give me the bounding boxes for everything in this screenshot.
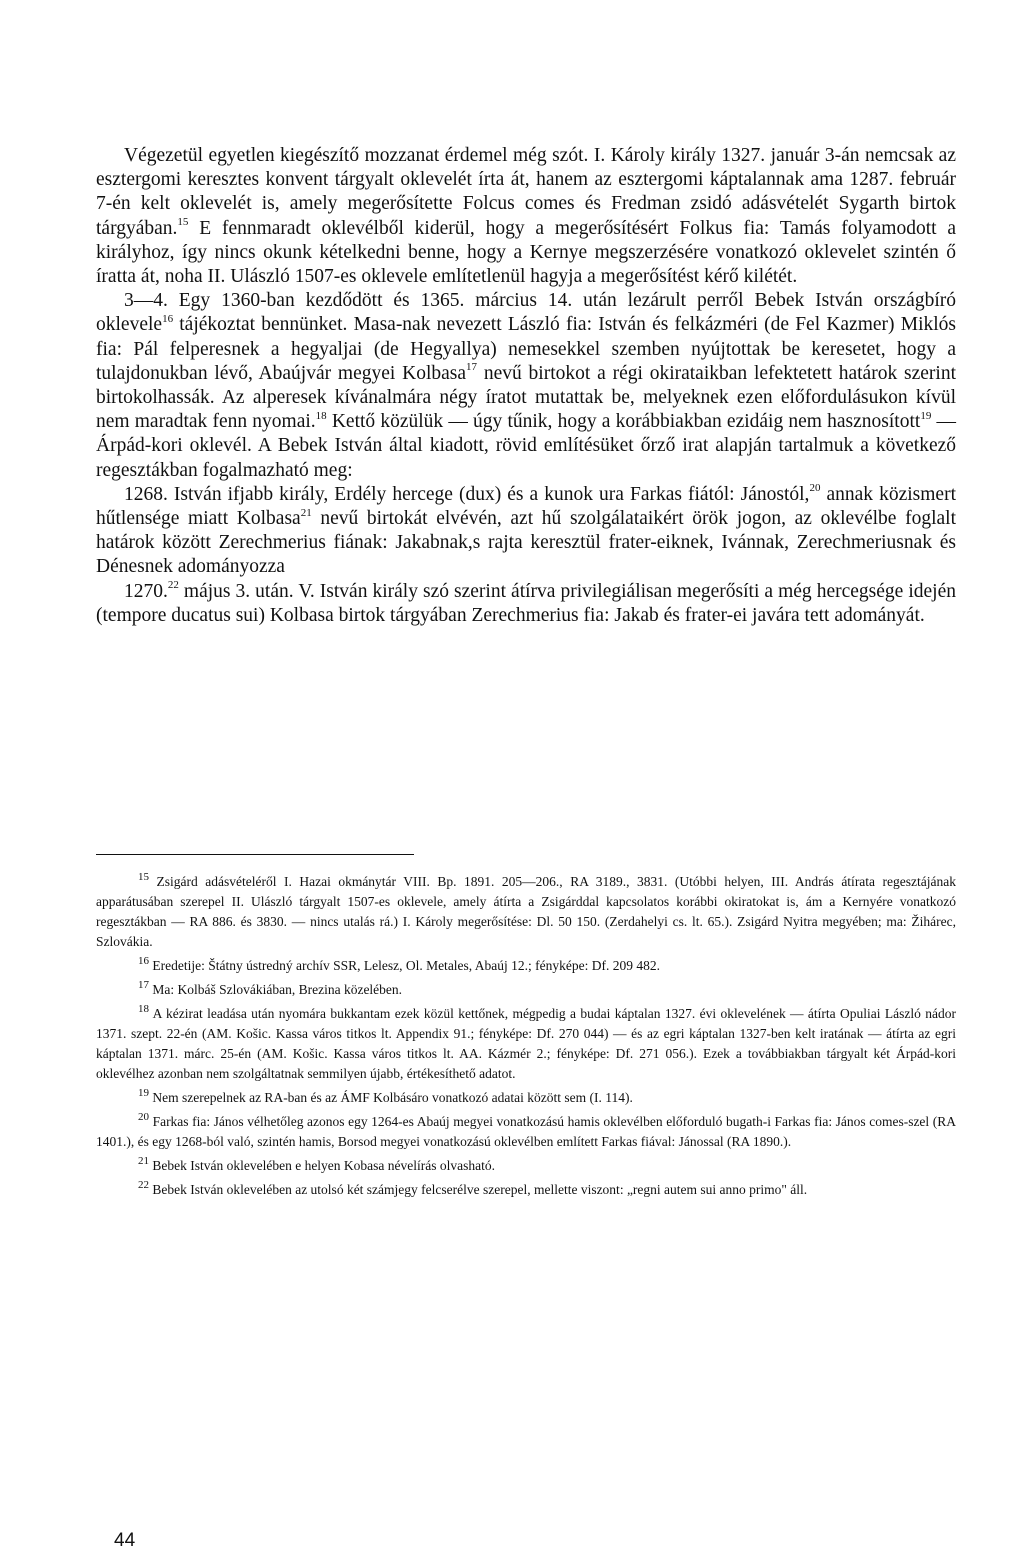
footnote-19: $^{19}$ Nem szerepelnek az RA-ban és az ÁMF Kolbásáro vonatkozó adatai között sem (I. 114). bbox=[138, 1086, 633, 1105]
page-content bbox=[96, 144, 956, 1551]
footnote-16: $^{16}$ Eredetije: Štátny ústredný archív SSR, Lelesz, Ol. Metales, Abaúj 12.; fényképe: Df. 209 482. bbox=[138, 954, 661, 973]
paragraph-1: Végezetül egyetlen kiegészítő mozzanat érdemel még szót. I. Károly király 1327. január 3-án nemcsak az esztergomi keresztes konvent tárgyalt oklevelét írta át, hanem az esztergomi káptalannak ama 1287. február 7-én kelt oklevelét is, amely megerősítette Folcus comes és Fredman zsidó adásvételét Sygarth birtok tárgyában.$^{15}$ E fennmaradt oklevélből kiderül, hogy a megerősítésért Folkus fia: Tamás folyamodott a királyhoz, így nincs okunk kételkedni benne, hogy a Kernye megszerzésére vonatkozó oklevelet szintén ő íratta át, noha II. Ulászló 1507-es oklevele említetlenül hagyja a megerősítést kérő kilétét. bbox=[96, 145, 956, 288]
paragraph-4: 1270.22 május 3. után. V. István király szó szerint átírva privilegiálisan megerősíti a még hercegsége idején (tempore ducatus sui) Kolbasa birtok tárgyában Zerechmerius fia: Jakab és frater-ei javára tett adományát. bbox=[96, 579, 956, 626]
footnote-18: $^{18}$ A kézirat leadása után nyomára bukkantam ezek közül kettőnek, mégpedig a budai káptalan 1327. évi oklevelének — átírta Opuliai László nádor 1371. szept. 22-én (AM. Košic. Kassa város titkos lt. Appendix 91.; fényképe: Df. 270 044) — és az egri káptalan 1327-ben kelt iratának — átírta az egri káptalan 1371. márc. 25-én (AM. Košic. Kassa város titkos lt. AA. Kázmér 2.; fényképe: Df. 271 056.). Ezek a továbbiakban tárgyalt két Árpád-kori oklevélhez azonban nem szolgáltatnak semmilyen újabb, értékesíthető adatot. bbox=[96, 1002, 956, 1081]
paragraph-3: 1268. István ifjabb király, Erdély hercege (dux) és a kunok ura Farkas fiától: Jánostól,$^{20}$ annak közismert hűtlensége miatt Kolbasa$^{21}$ nevű birtokát elvévén, azt hű szolgálataikért örök jogon, az oklevélbe foglalt határok között Zerechmerius fiának: Jakabnak,s rajta keresztül frater-eiknek, Ivánnak, Zerechmeriusnak és Dénesnek adományozza bbox=[96, 482, 956, 578]
footnote-20: $^{20}$ Farkas fia: János vélhetőleg azonos egy 1264-es Abaúj megyei vonatkozású hamis oklevélben előforduló bugath-i Farkas fia: János comes-szel (RA 1401.), és egy 1268-ból való, szintén hamis, Borsod megyei vonatkozású oklevélben említett Farkas fiával: Jánossal (RA 1890.). bbox=[96, 1110, 956, 1149]
footnote-21: $^{21}$ Bebek István oklevelében e helyen Kobasa névelírás olvasható. bbox=[138, 1154, 496, 1173]
footnotes bbox=[96, 872, 956, 1204]
footnote-ref-20: 20 bbox=[809, 482, 821, 495]
footnote-ref-18: 18 bbox=[315, 409, 327, 422]
footnote-15: $^{15}$ Zsigárd adásvételéről I. Hazai okmánytár VIII. Bp. 1891. 205—206., RA 3189., 3831. (Utóbbi helyen, III. András átírata regesztájának apparátusában szerepel II. Ulászló tárgyalt 1507-es oklevele, amely átírta a Zsigárddal kapcsolatos korábbi okiratokat is, ám a Kernyére vonatkozó regesztákban — RA 886. és 3830. — nincs utalás rá.) I. Károly megerősítése: Dl. 50 150. (Zerdahelyi cs. lt. 65.). Zsigárd Nyitra megyében; ma: Žihárec, Szlovákia. bbox=[96, 870, 956, 949]
footnote-17: $^{17}$ Ma: Kolbáš Szlovákiában, Brezina közelében. bbox=[138, 978, 403, 997]
footnote-ref-17: 17 bbox=[466, 361, 478, 374]
footnote-separator bbox=[96, 854, 414, 855]
footnote-ref-22: 22 bbox=[167, 579, 179, 592]
footnote-ref-15: 15 bbox=[177, 216, 189, 229]
paragraph-2: 3—4. Egy 1360-ban kezdődött és 1365. március 14. után lezárult perről Bebek István országbíró oklevele$^{16}$ tájékoztat bennünket. Masa-nak nevezett László fia: István és felkázméri (de Fel Kazmer) Miklós fia: Pál felperesnek a hegyaljai (de Hegyallya) nemesekkel szemben nyújtottak be keresetet, hogy a tulajdonukban lévő, Abaújvár megyei Kolbasa$^{17}$ nevű birtokot a régi okirataikban lefektetett határok szerint birtokolhassák. Az alperesek kívánalmára négy íratot mutattak be, melyeknek ezen előfordulásukon kívül nem maradtak fenn nyomai.$^{18}$ Kettő közülük — úgy tűnik, hogy a korábbiakban ezidáig nem hasznosított$^{19}$ — Árpád-kori oklevél. A Bebek István által kiadott, rövid említésüket őrző irat alapján tartalmuk a következő regesztákban fogalmazható meg: bbox=[96, 290, 956, 481]
footnote-ref-16: 16 bbox=[162, 312, 174, 325]
footnote-ref-19: 19 bbox=[920, 409, 932, 422]
page-number: 44 bbox=[114, 1530, 136, 1551]
footnote-22: $^{22}$ Bebek István oklevelében az utolsó két számjegy felcserélve szerepel, mellette viszont: „regni autem sui anno primo" áll. bbox=[138, 1178, 808, 1197]
footnote-ref-21: 21 bbox=[300, 506, 312, 519]
